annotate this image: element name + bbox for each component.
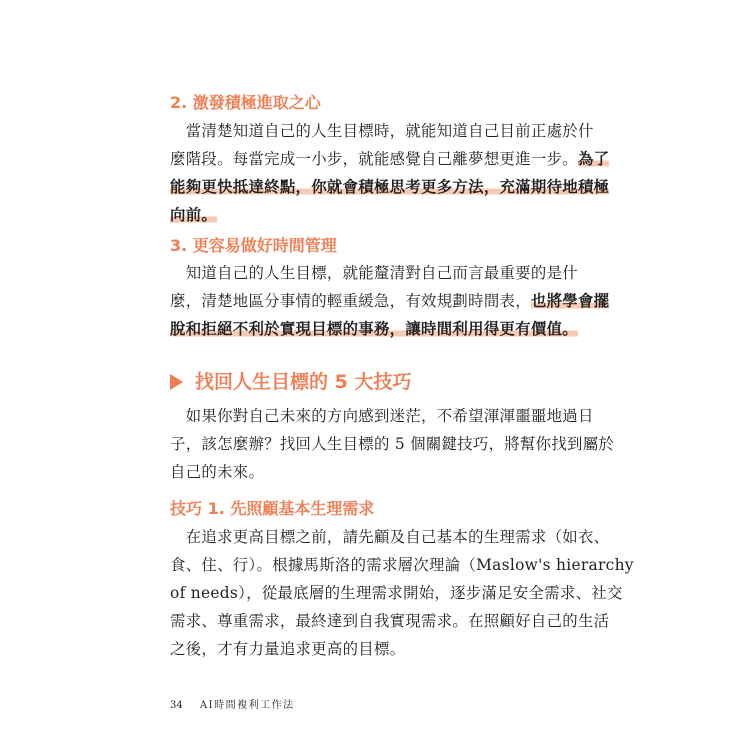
paragraph-line: 在追求更高目標之前，請先顧及自己基本的生理需求（如衣、 <box>170 528 610 546</box>
paragraph-line: 子，該怎麼辦？找回人生目標的 5 個關鍵技巧，將幫你找到屬於 <box>170 435 615 453</box>
paragraph-line: 自己的未來。 <box>170 463 265 481</box>
highlighted-text: 脫和拒絕不利於實現目標的事務，讓時間利用得更有價值。 <box>170 320 578 338</box>
highlighted-text: 也將學會擺 <box>530 292 610 310</box>
paragraph-line: 需求、尊重需求，最終達到自我實現需求。在照顧好自己的生活 <box>170 612 610 630</box>
paragraph-section-3 <box>170 259 610 343</box>
subheading-2: 2. 激發積極進取之心 <box>170 93 321 112</box>
paragraph-line <box>170 259 582 287</box>
page-footer <box>170 699 295 713</box>
line-text: 麼，清楚地區分事情的輕重緩急，有效規劃時間表， <box>170 292 531 310</box>
line-text: 當清楚知道自己的人生目標時，就能知道自己目前正處於什 <box>170 122 594 140</box>
paragraph-line <box>170 145 610 173</box>
line-text: 麼階段。每當完成一小步，就能感覺自己離夢想更進一步。 <box>170 150 578 168</box>
intro-paragraph <box>170 402 615 486</box>
highlighted-text: 能夠更快抵達終點，你就會積極思考更多方法，充滿期待地積極 <box>170 178 610 196</box>
paragraph-line: 如果你對自己未來的方向感到迷茫，不希望渾渾噩噩地過日 <box>170 407 594 425</box>
section-heading <box>170 370 411 394</box>
page-number: 34 <box>170 700 183 711</box>
paragraph-line <box>170 173 610 201</box>
paragraph-line: 食、住、行）。根據馬斯洛的需求層次理論（Maslow's hierarchy <box>170 556 634 574</box>
triangle-right-icon <box>170 374 183 390</box>
highlighted-text: 向前。 <box>170 206 218 224</box>
paragraph-line: 之後，才有力量追求更高的目標。 <box>170 640 406 658</box>
paragraph-line <box>170 201 582 229</box>
section-heading-text: 找回人生目標的 5 大技巧 <box>195 371 412 393</box>
tip-heading: 技巧 1. 先照顧基本生理需求 <box>170 499 375 518</box>
book-title: AI時間複利工作法 <box>199 700 295 711</box>
paragraph-line <box>170 117 594 145</box>
paragraph-section-2 <box>170 117 610 229</box>
paragraph-line <box>170 315 582 343</box>
tip-paragraph <box>170 523 634 663</box>
highlighted-text: 為了 <box>577 150 610 168</box>
line-text: 知道自己的人生目標，就能釐清對自己而言最重要的是什 <box>170 264 578 282</box>
paragraph-line <box>170 287 610 315</box>
paragraph-line: of needs），從最底層的生理需求開始，逐步滿足安全需求、社交 <box>170 584 623 602</box>
subheading-3: 3. 更容易做好時間管理 <box>170 236 337 255</box>
